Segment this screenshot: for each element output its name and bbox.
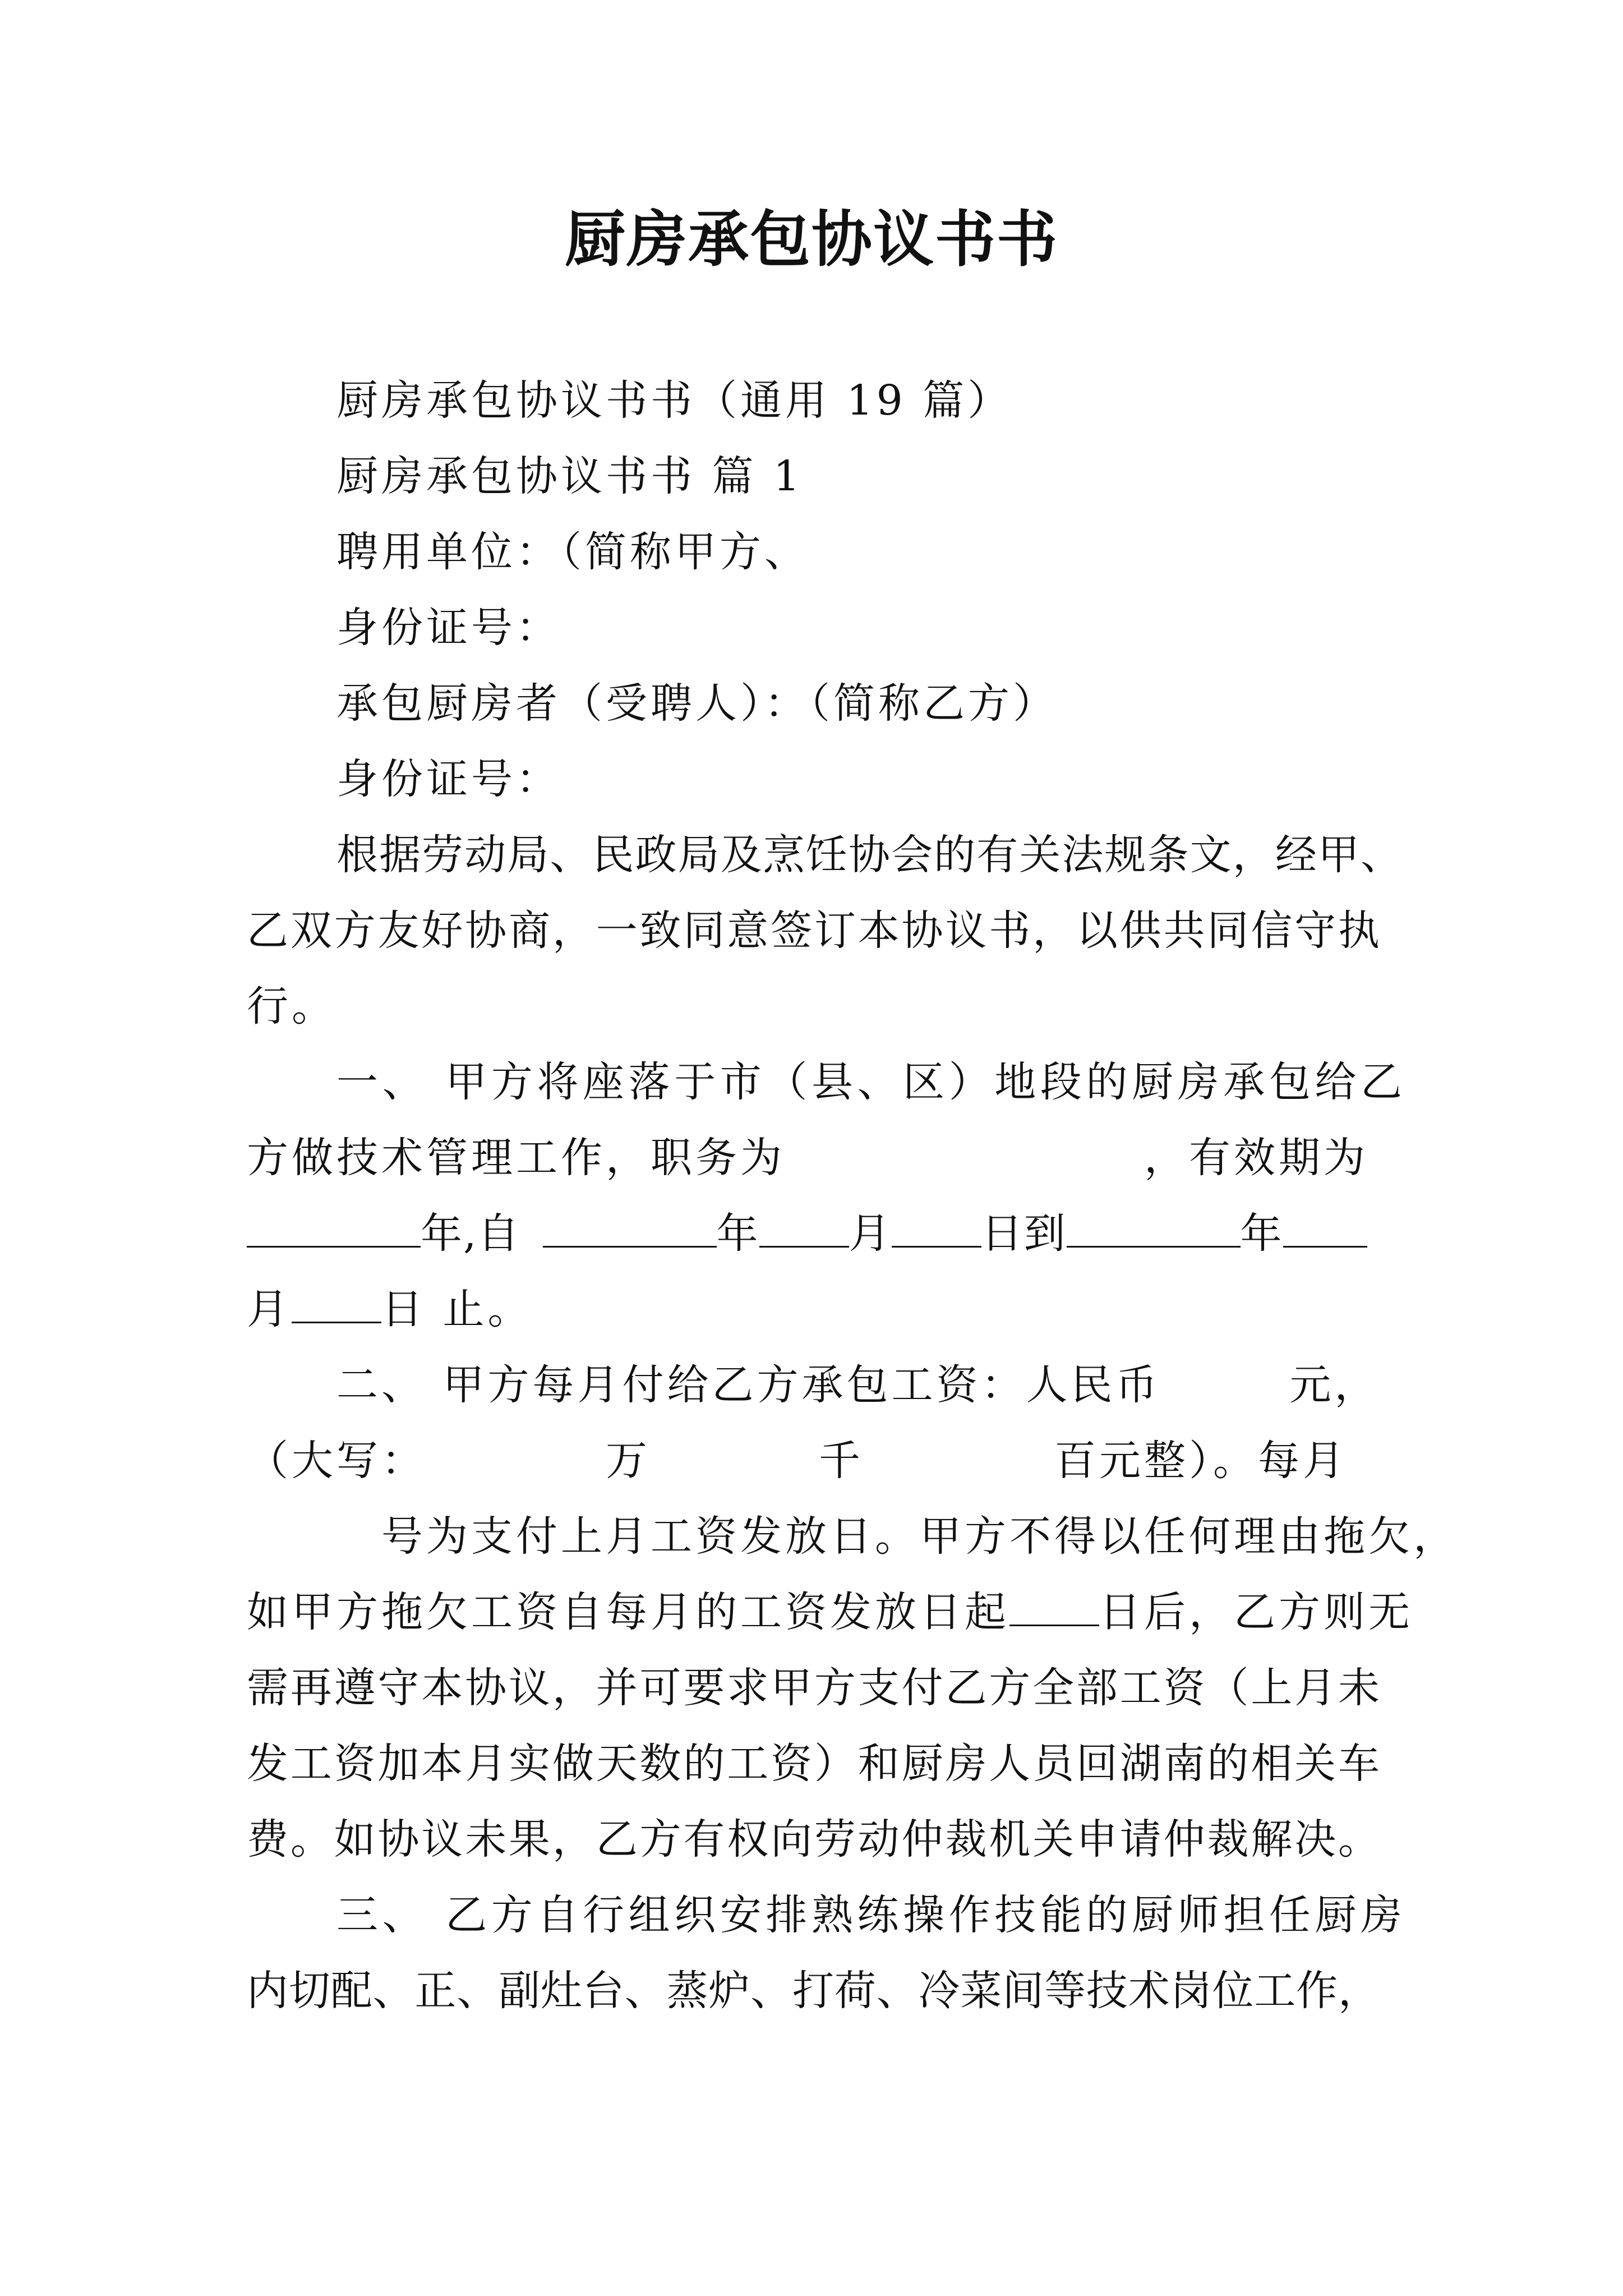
text-segment: 二、 甲方每月付给乙方承包工资：人民币: [336, 1361, 1161, 1409]
clause-three-line: 三、 乙方自行组织安排熟练操作技能的厨师担任厨房: [336, 1891, 1402, 1939]
blank-underline: [1283, 1209, 1367, 1248]
id-number-field-2: 身份证号：: [336, 755, 561, 803]
clause-two-line: [336, 1352, 1402, 1411]
blank-underline: [892, 1209, 981, 1248]
text-segment: ，有效期为: [1144, 1134, 1368, 1182]
clause-one-line: [247, 1200, 1380, 1260]
clause-one-line: [247, 1276, 1380, 1336]
text-segment: 年,自: [421, 1209, 520, 1258]
text-segment: 方做技术管理工作，职务为: [247, 1134, 785, 1182]
id-number-field: 身份证号：: [336, 604, 561, 652]
blank-underline: [1067, 1209, 1241, 1248]
document-title: 厨房承包协议书书: [564, 204, 1058, 275]
clause-two-line: 发工资加本月实做天数的工资）和厨房人员回湖南的相关车: [247, 1740, 1380, 1788]
text-segment: 日到: [981, 1209, 1067, 1258]
text-segment: 年: [716, 1209, 759, 1258]
employer-field: 聘用单位：（简称甲方、: [336, 528, 809, 576]
clause-two-line: 需再遵守本协议，并可要求甲方支付乙方全部工资（上月未: [247, 1664, 1380, 1712]
text-segment: 百元整）。每月: [1054, 1437, 1348, 1485]
paragraph-line: 乙双方友好协商，一致同意签订本协议书，以供共同信守执: [247, 907, 1380, 955]
text-segment: 如甲方拖欠工资自每月的工资发放日起: [247, 1588, 1009, 1636]
text-segment: 元，: [1289, 1361, 1380, 1409]
blank-underline: [292, 1285, 381, 1323]
paragraph-line: 行。: [247, 982, 336, 1030]
clause-two-line: 号为支付上月工资发放日。甲方不得以任何理由拖欠，: [381, 1512, 1458, 1561]
text-segment: 千: [819, 1437, 864, 1485]
text-segment: 日 止。: [381, 1285, 533, 1333]
text-segment: 万: [606, 1437, 651, 1485]
text-segment: 月: [849, 1209, 892, 1258]
text-segment: 日后，乙方则无: [1099, 1588, 1413, 1636]
clause-two-line: [247, 1579, 1413, 1639]
clause-one-line: 一、 甲方将座落于市（县、区）地段的厨房承包给乙: [336, 1058, 1402, 1106]
clause-three-line: 内切配、正、副灶台、蒸炉、打荷、冷菜间等技术岗位工作，: [247, 1967, 1380, 2015]
clause-two-line: 费。如协议未果，乙方有权向劳动仲裁机关申请仲裁解决。: [247, 1815, 1380, 1864]
contractor-field: 承包厨房者（受聘人）：（简称乙方）: [336, 679, 1058, 728]
paragraph-line: 根据劳动局、民政局及烹饪协会的有关法规条文，经甲、: [336, 831, 1402, 879]
blank-underline: [543, 1209, 717, 1248]
blank-underline: [759, 1209, 849, 1248]
subtitle-line: 厨房承包协议书书（通用 19 篇）: [336, 376, 1013, 425]
blank-underline: [1009, 1588, 1099, 1626]
text-segment: 年: [1240, 1209, 1283, 1258]
text-segment: 月: [247, 1285, 292, 1333]
blank-underline: [247, 1209, 421, 1248]
section-heading: 厨房承包协议书书 篇 1: [336, 452, 804, 500]
clause-two-line: [247, 1428, 1380, 1487]
text-segment: （大写：: [247, 1437, 426, 1485]
clause-one-line: [247, 1125, 1380, 1184]
